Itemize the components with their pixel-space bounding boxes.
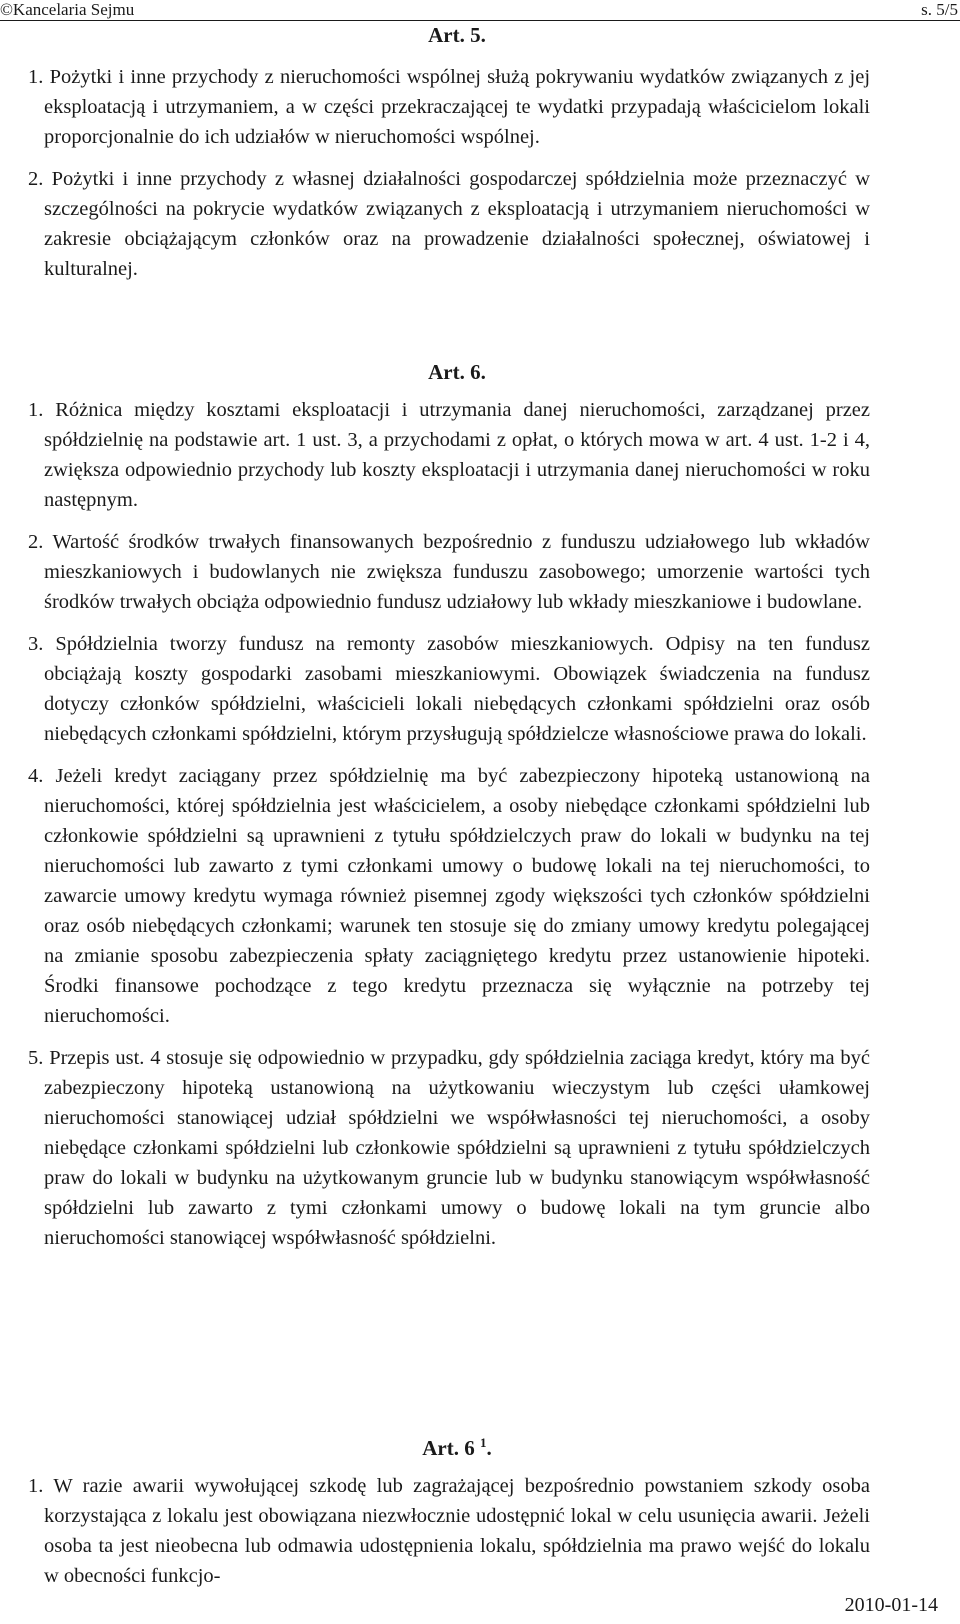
paragraph-text: W razie awarii wywołującej szkodę lub zagrażającej bezpośrednio powstaniem szkody osoba korzystająca z lokalu jest obowiązana niezwłocznie udostępnić lokal w celu usunięcia awarii. Jeżeli osoba ta jest nieobecna lub odmawia udostępnienia lokalu, spółdzielnia ma prawo wejść do lokalu w obecności funkcjo-: [44, 1475, 871, 1587]
article-title: [44, 1428, 870, 1463]
paragraph-number: 4.: [28, 765, 44, 787]
article-title: Art. 5.: [428, 23, 486, 47]
paragraph-1: [28, 395, 871, 515]
article-5: [28, 20, 871, 284]
paragraph-text: Jeżeli kredyt zaciągany przez spółdzielnię ma być zabezpieczony hipoteką ustanowioną na nieruchomości, której spółdzielnia jest właścicielem, a osoby niebędące członkami spółdzielni lub członkowie spółdzielni są uprawnieni z tytułu spółdzielczych praw do lokali w budynku na tej nieruchomości lub zawarto z tymi członkami umowy o budowę lokali na tej nieruchomości, to zawarcie umowy kredytu wymaga również pisemnej zgody większości tych członków spółdzielni oraz osób niebędących członkami; warunek ten stosuje się do zmiany umowy kredytu polegającej na zmianie sposobu zabezpieczenia spłaty zaciągniętego kredytu przez ustanowienie hipoteki. Środki finansowe pochodzące z tego kredytu przeznacza się wyłącznie na potrzeby tej nieruchomości.: [44, 765, 870, 1027]
paragraph-3: [28, 629, 871, 749]
document-date: 2010-01-14: [844, 1594, 938, 1616]
paragraph-number: 2.: [28, 531, 44, 553]
paragraph-number: 1.: [28, 1475, 44, 1497]
paragraph-text: Spółdzielnia tworzy fundusz na remonty zasobów mieszkaniowych. Odpisy na ten fundusz obciążają koszty gospodarki zasobami mieszkaniowymi. Obowiązek świadczenia na fundusz dotyczy członków spółdzielni, właścicieli lokali niebędących członkami spółdzielni oraz osób niebędących członkami spółdzielni, którym przysługują spółdzielcze własnościowe prawa do lokali.: [44, 633, 871, 745]
paragraph-text: Wartość środków trwałych finansowanych bezpośrednio z funduszu udziałowego lub wkładów mieszkaniowych i budowlanych nie zwiększa funduszu zasobowego; umorzenie wartości tych środków trwałych obciąża odpowiednio fundusz udziałowy lub wkłady mieszkaniowe i budowlane.: [44, 531, 870, 613]
page-number: s. 5/5: [921, 0, 958, 19]
header-copyright: ©Kancelaria Sejmu: [0, 0, 135, 19]
article-title-superscript: 1: [479, 1435, 487, 1450]
article-title: Art. 6.: [428, 360, 486, 384]
paragraph-1: [28, 62, 871, 152]
paragraph-number: 2.: [28, 168, 44, 190]
paragraph-5: [28, 1043, 870, 1253]
paragraph-2: [28, 527, 870, 617]
paragraph-number: 3.: [28, 633, 44, 655]
paragraph-2: [28, 164, 870, 284]
paragraph-1: [28, 1471, 871, 1591]
paragraph-number: 1.: [28, 66, 44, 88]
paragraph-text: Pożytki i inne przychody z nieruchomości wspólnej służą pokrywaniu wydatków związanych z jej eksploatacją i utrzymaniem, a w części przekraczającej te wydatki przypadają właścicielom lokali proporcjonalnie do ich udziałów w nieruchomości wspólnej.: [44, 66, 871, 148]
paragraph-number: 5.: [28, 1047, 44, 1069]
article-title-main: Art. 6: [422, 1436, 475, 1460]
paragraph-4: [28, 761, 870, 1031]
paragraph-text: Różnica między kosztami eksploatacji i utrzymania danej nieruchomości, zarządzanej przez spółdzielnię na podstawie art. 1 ust. 3, a przychodami z opłat, o których mowa w art. 4 ust. 1-2 i 4, zwiększa odpowiednio przychody lub koszty eksploatacji i utrzymania danej nieruchomości w roku następnym.: [44, 399, 871, 511]
paragraph-text: Przepis ust. 4 stosuje się odpowiednio w przypadku, gdy spółdzielnia zaciąga kredyt, który ma być zabezpieczony hipoteką ustanowioną na użytkowaniu wieczystym lub części ułamkowej nieruchomości stanowiącej udział spółdzielni we współwłasności tej nieruchomości, a osoby niebędące członkami spółdzielni lub członkowie spółdzielni są uprawnieni z tytułu spółdzielczych praw do lokali w budynku na użytkowanym gruncie lub w budynku stanowiącym współwłasność spółdzielni lub zawarto z tymi członkami umowy o budowę lokali na tym gruncie albo nieruchomości stanowiącej współwłasność spółdzielni.: [44, 1047, 870, 1249]
article-title-end: .: [486, 1436, 492, 1460]
article-6-1: [28, 1428, 871, 1591]
paragraph-text: Pożytki i inne przychody z własnej działalności gospodarczej spółdzielnia może przeznaczyć w szczególności na pokrycie wydatków związanych z eksploatacją i utrzymaniem nieruchomości w zakresie obciążającym członków oraz na prowadzenie działalności społecznej, oświatowej i kulturalnej.: [44, 168, 870, 280]
paragraph-number: 1.: [28, 399, 44, 421]
article-6: [28, 357, 871, 1253]
